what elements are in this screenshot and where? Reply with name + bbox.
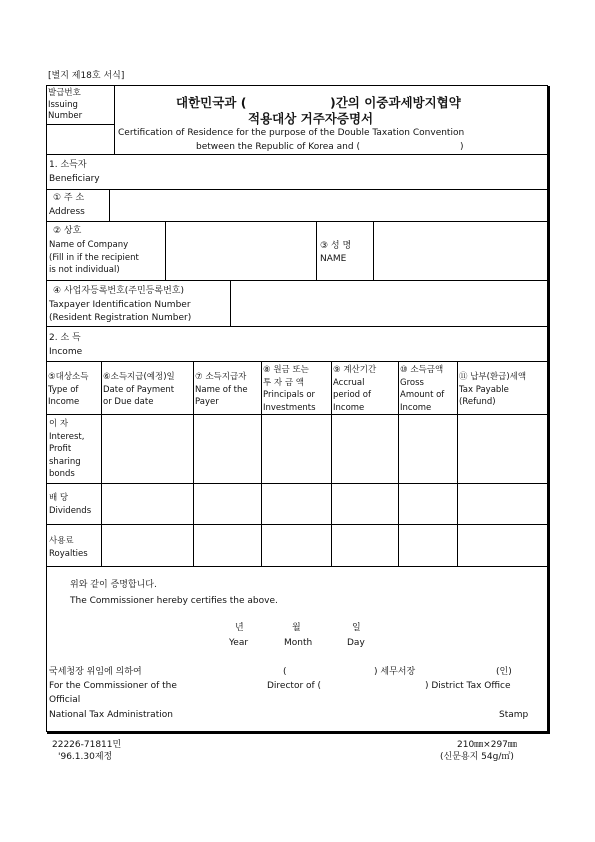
signature-ko-seal: (인) xyxy=(496,667,512,677)
signature-ko-paren: ( xyxy=(283,667,287,677)
rule xyxy=(109,189,110,221)
rule xyxy=(46,280,548,281)
title-en-line2a: between the Republic of Korea and ( xyxy=(196,142,360,152)
issuing-label-en: Issuing xyxy=(48,100,78,110)
title-en-line1: Certification of Residence for the purpose of the Double Taxation Convention xyxy=(118,128,465,138)
signature-en-office: ) District Tax Office xyxy=(425,681,511,691)
signature-ko-left: 국세청장 위임에 의하여 xyxy=(49,667,142,677)
rule xyxy=(230,280,231,326)
date-year-ko: 년 xyxy=(235,623,244,633)
signature-en-director: Director of ( xyxy=(267,681,322,691)
income-label-en: Income xyxy=(49,347,83,357)
name-field[interactable] xyxy=(375,223,545,278)
name-label-ko: ③ 성 명 xyxy=(320,241,352,251)
row-label-royalties: 사용료 Royalties xyxy=(49,536,88,559)
company-label-note: (Fill in if the recipient xyxy=(49,253,139,263)
title-part1: 대한민국과 ( xyxy=(176,95,247,110)
signature-en-nta: National Tax Administration xyxy=(49,710,173,720)
signature-en-official: Official xyxy=(49,695,81,705)
title-line2: 적용대상 거주자증명서 xyxy=(248,111,374,126)
taxpayer-label-en: (Resident Registration Number) xyxy=(49,313,192,323)
company-label-note: is not individual) xyxy=(49,265,120,275)
signature-stamp: Stamp xyxy=(499,710,529,720)
rule xyxy=(46,124,114,125)
rule xyxy=(261,361,262,566)
column-header-tax: ⑪ 납부(환급)세액 Tax Payable (Refund) xyxy=(459,372,527,407)
beneficiary-label-en: Beneficiary xyxy=(49,174,100,184)
footer-date: '96.1.30제정 xyxy=(58,752,113,762)
rule xyxy=(165,221,166,280)
date-day-en: Day xyxy=(347,638,365,648)
date-year-en: Year xyxy=(229,638,249,648)
signature-ko-office: ) 세무서장 xyxy=(374,667,416,677)
taxpayer-field[interactable] xyxy=(232,282,545,324)
company-label-en: Name of Company xyxy=(49,240,129,250)
rule xyxy=(373,221,374,280)
rule xyxy=(46,221,548,222)
rule xyxy=(398,361,399,566)
date-month-en: Month xyxy=(284,638,313,648)
name-label-en: NAME xyxy=(320,254,347,264)
rule xyxy=(46,189,548,190)
footer-size: 210㎜×297㎜ xyxy=(457,740,517,750)
income-label-ko: 2. 소 득 xyxy=(49,333,81,343)
rule xyxy=(46,414,548,415)
footer-code: 22226-71811민 xyxy=(52,740,122,750)
beneficiary-label-ko: 1. 소득자 xyxy=(49,160,87,170)
rule xyxy=(457,361,458,566)
rule xyxy=(46,524,548,525)
column-header-principal: ⑧ 원금 또는 투 자 금 액 Principals or Investments xyxy=(263,365,316,413)
column-header-type: ⑤대상소득 Type of Income xyxy=(48,372,89,407)
date-month-ko: 월 xyxy=(292,623,301,633)
taxpayer-label-ko: ④ 사업자등록번호(주민등록번호) xyxy=(53,286,184,296)
rule xyxy=(46,566,548,567)
rule xyxy=(193,361,194,566)
signature-en-left: For the Commissioner of the xyxy=(49,681,177,691)
footer-paper: (신문용지 54g/㎡) xyxy=(440,752,514,762)
title-part2: )간의 이중과세방지협약 xyxy=(330,95,461,110)
column-header-period: ⑨ 계산기간 Accrual period of Income xyxy=(333,365,377,413)
rule xyxy=(46,361,548,362)
address-field[interactable] xyxy=(111,191,545,219)
rule xyxy=(331,361,332,566)
date-day-ko: 일 xyxy=(352,623,361,633)
taxpayer-label-en: Taxpayer Identification Number xyxy=(49,300,191,310)
column-header-date: ⑥소득지급(예정)일 Date of Payment or Due date xyxy=(103,372,175,407)
rule xyxy=(316,221,317,280)
row-label-interest: 이 자 Interest, Profit sharing bonds xyxy=(49,419,85,479)
company-label-ko: ② 상호 xyxy=(53,226,82,236)
issuing-label-en: Number xyxy=(48,111,83,121)
rule xyxy=(46,326,548,327)
rule xyxy=(101,361,102,566)
row-label-dividends: 배 당 Dividends xyxy=(49,493,92,516)
rule xyxy=(46,483,548,484)
title-en-line2b: ) xyxy=(460,142,464,152)
certify-ko: 위와 같이 증명합니다. xyxy=(70,580,157,590)
address-label-ko: ① 주 소 xyxy=(53,193,85,203)
address-label-en: Address xyxy=(49,207,85,217)
certify-en: The Commissioner hereby certifies the above. xyxy=(70,596,278,606)
issuing-label-ko: 발급번호 xyxy=(48,88,81,98)
column-header-payer: ⑦ 소득지급자 Name of the Payer xyxy=(195,372,248,407)
company-field[interactable] xyxy=(167,223,314,278)
column-header-gross: ⑩ 소득금액 Gross Amount of Income xyxy=(400,365,445,413)
rule xyxy=(114,85,115,154)
rule xyxy=(46,154,548,155)
form-number: [별지 제18호 서식] xyxy=(48,71,125,81)
